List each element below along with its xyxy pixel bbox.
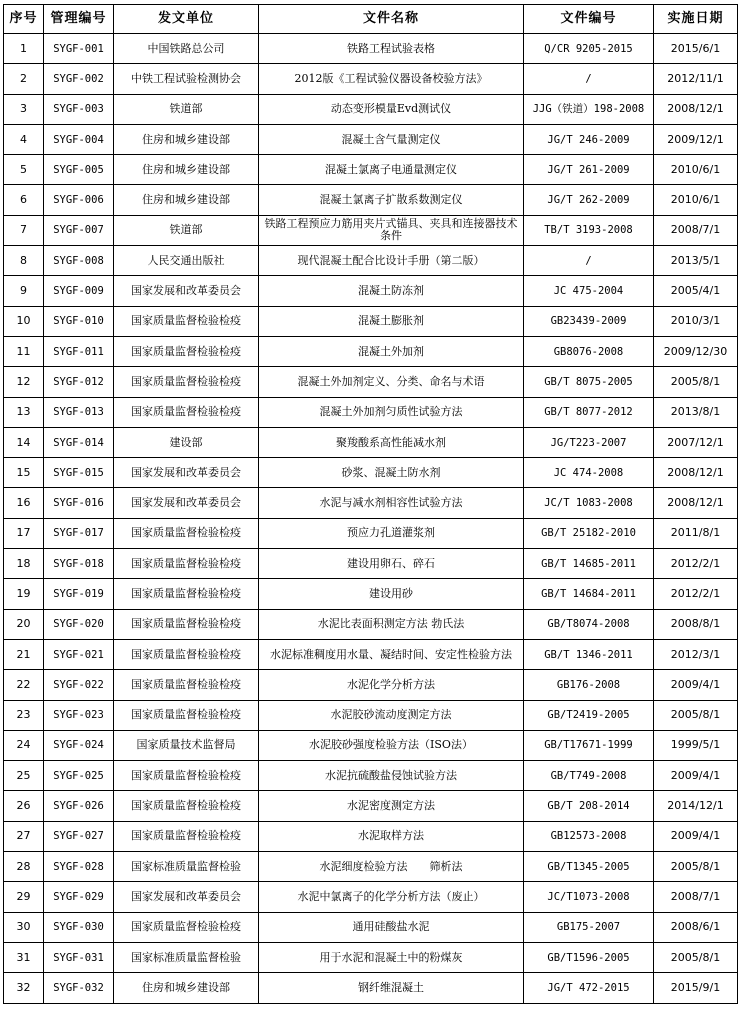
table-row	[4, 670, 738, 700]
cell-effective-date: 2008/12/1	[654, 458, 738, 488]
cell-doc-name: 砂浆、混凝土防水剂	[259, 458, 524, 488]
table-row	[4, 882, 738, 912]
cell-issuer: 国家质量监督检验检疫	[114, 791, 259, 821]
cell-effective-date: 2008/12/1	[654, 94, 738, 124]
cell-seq: 5	[4, 155, 44, 185]
cell-seq: 4	[4, 124, 44, 154]
cell-doc-no: JC/T1073-2008	[524, 882, 654, 912]
cell-effective-date: 2012/3/1	[654, 639, 738, 669]
cell-seq: 18	[4, 549, 44, 579]
table-row	[4, 761, 738, 791]
cell-effective-date: 2005/8/1	[654, 942, 738, 972]
cell-mgmt-no: SYGF-007	[44, 215, 114, 245]
cell-seq: 15	[4, 458, 44, 488]
table-header-row	[4, 5, 738, 34]
cell-doc-no: JC/T 1083-2008	[524, 488, 654, 518]
table-row	[4, 942, 738, 972]
cell-doc-no: GB/T1596-2005	[524, 942, 654, 972]
cell-doc-name: 混凝土外加剂	[259, 336, 524, 366]
cell-doc-name: 聚羧酸系高性能减水剂	[259, 427, 524, 457]
cell-seq: 10	[4, 306, 44, 336]
cell-doc-no: /	[524, 64, 654, 94]
cell-effective-date: 2009/4/1	[654, 821, 738, 851]
cell-effective-date: 2005/8/1	[654, 700, 738, 730]
table-row	[4, 94, 738, 124]
cell-issuer: 铁道部	[114, 215, 259, 245]
cell-mgmt-no: SYGF-004	[44, 124, 114, 154]
table-row	[4, 609, 738, 639]
cell-seq: 16	[4, 488, 44, 518]
cell-doc-no: JG/T 472-2015	[524, 973, 654, 1003]
cell-mgmt-no: SYGF-028	[44, 852, 114, 882]
cell-mgmt-no: SYGF-010	[44, 306, 114, 336]
cell-doc-name: 水泥化学分析方法	[259, 670, 524, 700]
cell-doc-no: GB/T8074-2008	[524, 609, 654, 639]
cell-mgmt-no: SYGF-014	[44, 427, 114, 457]
cell-doc-no: GB175-2007	[524, 912, 654, 942]
cell-doc-no: /	[524, 246, 654, 276]
header-seq: 序号	[4, 5, 44, 34]
cell-issuer: 中铁工程试验检测协会	[114, 64, 259, 94]
cell-mgmt-no: SYGF-023	[44, 700, 114, 730]
cell-doc-no: JJG（铁道）198-2008	[524, 94, 654, 124]
cell-doc-no: GB/T 1346-2011	[524, 639, 654, 669]
cell-seq: 29	[4, 882, 44, 912]
cell-seq: 11	[4, 336, 44, 366]
cell-effective-date: 2011/8/1	[654, 518, 738, 548]
table-row	[4, 639, 738, 669]
cell-issuer: 中国铁路总公司	[114, 34, 259, 64]
cell-seq: 19	[4, 579, 44, 609]
cell-doc-name: 水泥抗硫酸盐侵蚀试验方法	[259, 761, 524, 791]
table-row	[4, 852, 738, 882]
cell-effective-date: 2008/12/1	[654, 488, 738, 518]
cell-seq: 22	[4, 670, 44, 700]
cell-effective-date: 2005/8/1	[654, 852, 738, 882]
cell-doc-no: GB23439-2009	[524, 306, 654, 336]
cell-doc-no: GB/T 8075-2005	[524, 367, 654, 397]
cell-doc-no: TB/T 3193-2008	[524, 215, 654, 245]
cell-issuer: 国家质量监督检验检疫	[114, 700, 259, 730]
cell-doc-no: GB/T 14684-2011	[524, 579, 654, 609]
cell-effective-date: 2009/12/30	[654, 336, 738, 366]
cell-issuer: 国家质量监督检验检疫	[114, 518, 259, 548]
cell-seq: 9	[4, 276, 44, 306]
standards-table	[3, 4, 738, 1004]
cell-issuer: 国家质量监督检验检疫	[114, 306, 259, 336]
cell-doc-name: 水泥与减水剂相容性试验方法	[259, 488, 524, 518]
header-effective-date: 实施日期	[654, 5, 738, 34]
cell-issuer: 国家质量监督检验检疫	[114, 670, 259, 700]
cell-seq: 1	[4, 34, 44, 64]
cell-mgmt-no: SYGF-006	[44, 185, 114, 215]
table-row	[4, 791, 738, 821]
table-row	[4, 730, 738, 760]
cell-doc-no: JC 475-2004	[524, 276, 654, 306]
table-row	[4, 397, 738, 427]
cell-doc-name: 混凝土含气量测定仪	[259, 124, 524, 154]
table-row	[4, 549, 738, 579]
cell-doc-name: 铁路工程预应力筋用夹片式锚具、夹具和连接器技术条件	[259, 215, 524, 245]
cell-mgmt-no: SYGF-003	[44, 94, 114, 124]
table-row	[4, 306, 738, 336]
cell-doc-no: JC 474-2008	[524, 458, 654, 488]
cell-mgmt-no: SYGF-020	[44, 609, 114, 639]
cell-issuer: 国家发展和改革委员会	[114, 276, 259, 306]
cell-effective-date: 2013/5/1	[654, 246, 738, 276]
cell-doc-no: GB/T17671-1999	[524, 730, 654, 760]
cell-mgmt-no: SYGF-031	[44, 942, 114, 972]
cell-seq: 8	[4, 246, 44, 276]
cell-issuer: 人民交通出版社	[114, 246, 259, 276]
cell-mgmt-no: SYGF-018	[44, 549, 114, 579]
cell-issuer: 住房和城乡建设部	[114, 124, 259, 154]
table-row	[4, 276, 738, 306]
cell-issuer: 国家质量技术监督局	[114, 730, 259, 760]
cell-effective-date: 2012/11/1	[654, 64, 738, 94]
cell-effective-date: 2009/4/1	[654, 761, 738, 791]
cell-effective-date: 2005/8/1	[654, 367, 738, 397]
table-row	[4, 155, 738, 185]
table-row	[4, 912, 738, 942]
cell-mgmt-no: SYGF-019	[44, 579, 114, 609]
table-row	[4, 427, 738, 457]
cell-effective-date: 2010/6/1	[654, 185, 738, 215]
cell-issuer: 铁道部	[114, 94, 259, 124]
table-row	[4, 821, 738, 851]
cell-doc-no: GB/T749-2008	[524, 761, 654, 791]
cell-effective-date: 2008/7/1	[654, 215, 738, 245]
cell-doc-name: 现代混凝土配合比设计手册（第二版）	[259, 246, 524, 276]
cell-effective-date: 2013/8/1	[654, 397, 738, 427]
cell-doc-name: 水泥细度检验方法 筛析法	[259, 852, 524, 882]
cell-mgmt-no: SYGF-015	[44, 458, 114, 488]
cell-doc-no: GB176-2008	[524, 670, 654, 700]
table-row	[4, 579, 738, 609]
cell-seq: 27	[4, 821, 44, 851]
cell-seq: 7	[4, 215, 44, 245]
cell-doc-name: 水泥比表面积测定方法 勃氏法	[259, 609, 524, 639]
cell-doc-name: 水泥标准稠度用水量、凝结时间、安定性检验方法	[259, 639, 524, 669]
cell-issuer: 国家质量监督检验检疫	[114, 821, 259, 851]
cell-effective-date: 2015/6/1	[654, 34, 738, 64]
cell-mgmt-no: SYGF-025	[44, 761, 114, 791]
cell-issuer: 国家质量监督检验检疫	[114, 609, 259, 639]
cell-mgmt-no: SYGF-013	[44, 397, 114, 427]
cell-doc-no: GB/T1345-2005	[524, 852, 654, 882]
cell-issuer: 国家发展和改革委员会	[114, 882, 259, 912]
cell-seq: 25	[4, 761, 44, 791]
cell-issuer: 国家质量监督检验检疫	[114, 336, 259, 366]
table-row	[4, 246, 738, 276]
cell-issuer: 国家标准质量监督检验	[114, 852, 259, 882]
cell-issuer: 国家质量监督检验检疫	[114, 549, 259, 579]
cell-doc-no: GB/T 208-2014	[524, 791, 654, 821]
cell-doc-no: JG/T 261-2009	[524, 155, 654, 185]
cell-mgmt-no: SYGF-001	[44, 34, 114, 64]
cell-mgmt-no: SYGF-009	[44, 276, 114, 306]
cell-doc-name: 水泥胶砂强度检验方法（ISO法）	[259, 730, 524, 760]
cell-mgmt-no: SYGF-022	[44, 670, 114, 700]
cell-seq: 14	[4, 427, 44, 457]
cell-issuer: 住房和城乡建设部	[114, 973, 259, 1003]
cell-mgmt-no: SYGF-008	[44, 246, 114, 276]
cell-seq: 23	[4, 700, 44, 730]
table-row	[4, 34, 738, 64]
cell-doc-no: JG/T 262-2009	[524, 185, 654, 215]
cell-mgmt-no: SYGF-030	[44, 912, 114, 942]
cell-seq: 28	[4, 852, 44, 882]
cell-effective-date: 2008/8/1	[654, 609, 738, 639]
cell-mgmt-no: SYGF-021	[44, 639, 114, 669]
cell-effective-date: 2010/6/1	[654, 155, 738, 185]
cell-doc-name: 水泥密度测定方法	[259, 791, 524, 821]
cell-doc-no: GB/T 14685-2011	[524, 549, 654, 579]
cell-seq: 30	[4, 912, 44, 942]
cell-effective-date: 2010/3/1	[654, 306, 738, 336]
cell-seq: 24	[4, 730, 44, 760]
cell-doc-name: 混凝土氯离子扩散系数测定仪	[259, 185, 524, 215]
cell-effective-date: 1999/5/1	[654, 730, 738, 760]
cell-effective-date: 2014/12/1	[654, 791, 738, 821]
cell-seq: 26	[4, 791, 44, 821]
cell-doc-name: 通用硅酸盐水泥	[259, 912, 524, 942]
cell-mgmt-no: SYGF-032	[44, 973, 114, 1003]
cell-mgmt-no: SYGF-027	[44, 821, 114, 851]
cell-issuer: 住房和城乡建设部	[114, 155, 259, 185]
cell-mgmt-no: SYGF-012	[44, 367, 114, 397]
cell-doc-no: GB12573-2008	[524, 821, 654, 851]
table-row	[4, 124, 738, 154]
cell-effective-date: 2009/12/1	[654, 124, 738, 154]
cell-seq: 32	[4, 973, 44, 1003]
cell-seq: 20	[4, 609, 44, 639]
header-doc-no: 文件编号	[524, 5, 654, 34]
table-row	[4, 336, 738, 366]
table-row	[4, 518, 738, 548]
cell-doc-name: 2012版《工程试验仪器设备校验方法》	[259, 64, 524, 94]
cell-seq: 2	[4, 64, 44, 94]
table-row	[4, 64, 738, 94]
table-row	[4, 700, 738, 730]
cell-doc-no: JG/T223-2007	[524, 427, 654, 457]
cell-seq: 13	[4, 397, 44, 427]
cell-mgmt-no: SYGF-005	[44, 155, 114, 185]
cell-doc-name: 混凝土氯离子电通量测定仪	[259, 155, 524, 185]
cell-issuer: 国家标准质量监督检验	[114, 942, 259, 972]
cell-effective-date: 2008/6/1	[654, 912, 738, 942]
cell-doc-name: 混凝土膨胀剂	[259, 306, 524, 336]
cell-mgmt-no: SYGF-026	[44, 791, 114, 821]
cell-issuer: 国家质量监督检验检疫	[114, 367, 259, 397]
cell-issuer: 国家质量监督检验检疫	[114, 912, 259, 942]
table-row	[4, 185, 738, 215]
table-row	[4, 488, 738, 518]
header-doc-name: 文件名称	[259, 5, 524, 34]
cell-doc-name: 钢纤维混凝土	[259, 973, 524, 1003]
cell-issuer: 国家质量监督检验检疫	[114, 579, 259, 609]
cell-doc-name: 水泥中氯离子的化学分析方法（废止）	[259, 882, 524, 912]
cell-seq: 21	[4, 639, 44, 669]
cell-doc-name: 混凝土外加剂匀质性试验方法	[259, 397, 524, 427]
cell-doc-name: 水泥胶砂流动度测定方法	[259, 700, 524, 730]
cell-doc-name: 建设用卵石、碎石	[259, 549, 524, 579]
table-row	[4, 973, 738, 1003]
cell-issuer: 国家发展和改革委员会	[114, 488, 259, 518]
cell-doc-name: 混凝土防冻剂	[259, 276, 524, 306]
cell-mgmt-no: SYGF-029	[44, 882, 114, 912]
cell-effective-date: 2009/4/1	[654, 670, 738, 700]
cell-issuer: 建设部	[114, 427, 259, 457]
cell-mgmt-no: SYGF-024	[44, 730, 114, 760]
cell-issuer: 国家发展和改革委员会	[114, 458, 259, 488]
cell-doc-name: 混凝土外加剂定义、分类、命名与术语	[259, 367, 524, 397]
table-row	[4, 367, 738, 397]
cell-mgmt-no: SYGF-016	[44, 488, 114, 518]
cell-seq: 3	[4, 94, 44, 124]
cell-effective-date: 2012/2/1	[654, 549, 738, 579]
cell-seq: 17	[4, 518, 44, 548]
cell-effective-date: 2008/7/1	[654, 882, 738, 912]
cell-doc-name: 水泥取样方法	[259, 821, 524, 851]
cell-doc-no: GB/T 25182-2010	[524, 518, 654, 548]
cell-mgmt-no: SYGF-002	[44, 64, 114, 94]
header-mgmt-no: 管理编号	[44, 5, 114, 34]
cell-issuer: 国家质量监督检验检疫	[114, 397, 259, 427]
cell-effective-date: 2012/2/1	[654, 579, 738, 609]
header-issuer: 发文单位	[114, 5, 259, 34]
cell-mgmt-no: SYGF-017	[44, 518, 114, 548]
cell-seq: 31	[4, 942, 44, 972]
cell-effective-date: 2015/9/1	[654, 973, 738, 1003]
cell-doc-name: 用于水泥和混凝土中的粉煤灰	[259, 942, 524, 972]
table-row	[4, 458, 738, 488]
cell-mgmt-no: SYGF-011	[44, 336, 114, 366]
cell-effective-date: 2005/4/1	[654, 276, 738, 306]
cell-seq: 12	[4, 367, 44, 397]
cell-doc-name: 动态变形模量Evd测试仪	[259, 94, 524, 124]
cell-issuer: 国家质量监督检验检疫	[114, 639, 259, 669]
cell-issuer: 住房和城乡建设部	[114, 185, 259, 215]
cell-issuer: 国家质量监督检验检疫	[114, 761, 259, 791]
cell-doc-no: GB8076-2008	[524, 336, 654, 366]
table-row	[4, 215, 738, 245]
cell-doc-no: GB/T2419-2005	[524, 700, 654, 730]
cell-effective-date: 2007/12/1	[654, 427, 738, 457]
cell-doc-no: JG/T 246-2009	[524, 124, 654, 154]
cell-doc-name: 铁路工程试验表格	[259, 34, 524, 64]
cell-doc-name: 建设用砂	[259, 579, 524, 609]
cell-doc-no: GB/T 8077-2012	[524, 397, 654, 427]
cell-seq: 6	[4, 185, 44, 215]
cell-doc-name: 预应力孔道灌浆剂	[259, 518, 524, 548]
cell-doc-no: Q/CR 9205-2015	[524, 34, 654, 64]
